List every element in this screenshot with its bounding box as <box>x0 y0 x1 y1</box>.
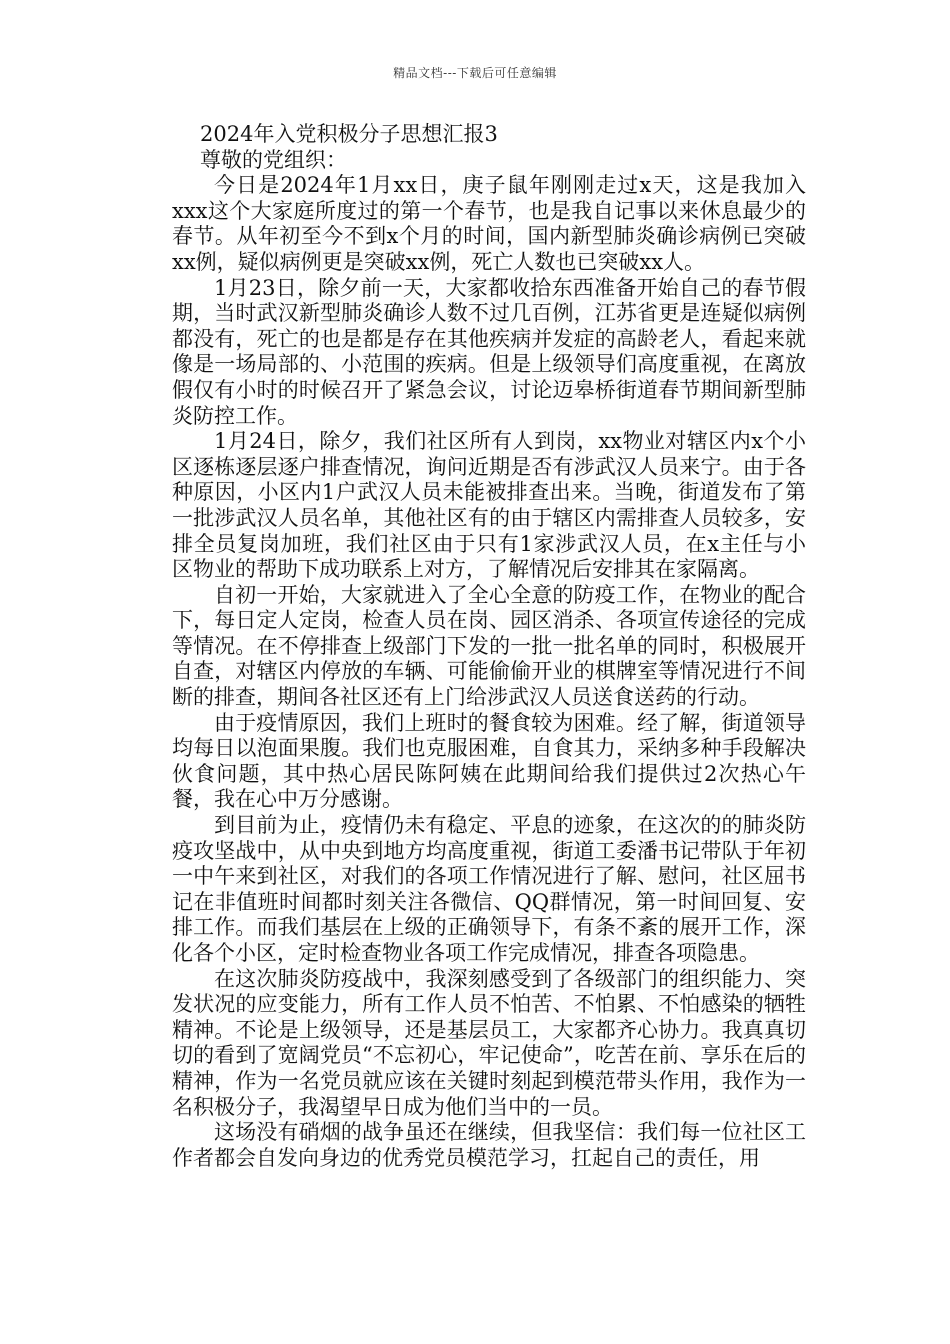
paragraph-6: 到目前为止，疫情仍未有稳定、平息的迹象，在这次的的肺炎防疫攻坚战中，从中央到地方均高度重视，街道工委潘书记带队于年初一中午来到社区，对我们的各项工作情况进行了解、慰问，社区屈书记在非值班时间都时刻关注各微信、QQ群情况，第一时间回复、安排工作。而我们基层在上级的正确领导下，有条不紊的展开工作，深化各个小区，定时检查物业各项工作完成情况，排查各项隐患。 <box>172 813 806 965</box>
page-header: 精品文档---下载后可任意编辑 <box>393 66 557 80</box>
paragraph-5: 由于疫情原因，我们上班时的餐食较为困难。经了解，街道领导均每日以泡面果腹。我们也克服困难，自食其力，采纳多种手段解决伙食问题，其中热心居民陈阿姨在此期间给我们提供过2次热心午餐，我在心中万分感谢。 <box>172 710 806 812</box>
salutation: 尊敬的党组织： <box>200 147 347 172</box>
document-body <box>172 122 806 1171</box>
paragraph-7: 在这次肺炎防疫战中，我深刻感受到了各级部门的组织能力、突发状况的应变能力，所有工作人员不怕苦、不怕累、不怕感染的牺牲精神。不论是上级领导，还是基层员工，大家都齐心协力。我真真切切的看到了宽阔党员“不忘初心，牢记使命”，吃苦在前、享乐在后的精神，作为一名党员就应该在关键时刻起到模范带头作用，我作为一名积极分子，我渴望早日成为他们当中的一员。 <box>172 966 806 1119</box>
document-title: 2024年入党积极分子思想汇报3 <box>200 122 498 146</box>
paragraph-8: 这场没有硝烟的战争虽还在继续，但我坚信：我们每一位社区工作者都会自发向身边的优秀党员模范学习，扛起自己的责任，用 <box>172 1120 806 1170</box>
paragraph-2: 1月23日，除夕前一天，大家都收拾东西准备开始自己的春节假期，当时武汉新型肺炎确诊人数不过几百例，江苏省更是连疑似病例都没有，死亡的也是都是存在其他疾病并发症的高龄老人，看起来就像是一场局部的、小范围的疾病。但是上级领导们高度重视，在离放假仅有小时的时候召开了紧急会议，讨论迈皋桥街道春节期间新型肺炎防控工作。 <box>172 275 806 428</box>
paragraph-4: 自初一开始，大家就进入了全心全意的防疫工作，在物业的配合下，每日定人定岗，检查人员在岗、园区消杀、各项宣传途径的完成等情况。在不停排查上级部门下发的一批一批名单的同时，积极展开自查，对辖区内停放的车辆、可能偷偷开业的棋牌室等情况进行不间断的排查，期间各社区还有上门给涉武汉人员送食送药的行动。 <box>172 582 806 710</box>
paragraph-1: 今日是2024年1月xx日，庚子鼠年刚刚走过x天，这是我加入xxx这个大家庭所度过的第一个春节，也是我自记事以来休息最少的春节。从年初至今不到x个月的时间，国内新型肺炎确诊病例已突破xx例，疑似病例更是突破xx例，死亡人数也已突破xx人。 <box>172 173 806 274</box>
paragraph-3: 1月24日，除夕，我们社区所有人到岗，xx物业对辖区内x个小区逐栋逐层逐户排查情况，询问近期是否有涉武汉人员来宁。由于各种原因，小区内1户武汉人员未能被排查出来。当晚，街道发布了第一批涉武汉人员名单，其他社区有的由于辖区内需排查人员较多，安排全员复岗加班，我们社区由于只有1家涉武汉人员，在x主任与小区物业的帮助下成功联系上对方，了解情况后安排其在家隔离。 <box>172 429 806 582</box>
